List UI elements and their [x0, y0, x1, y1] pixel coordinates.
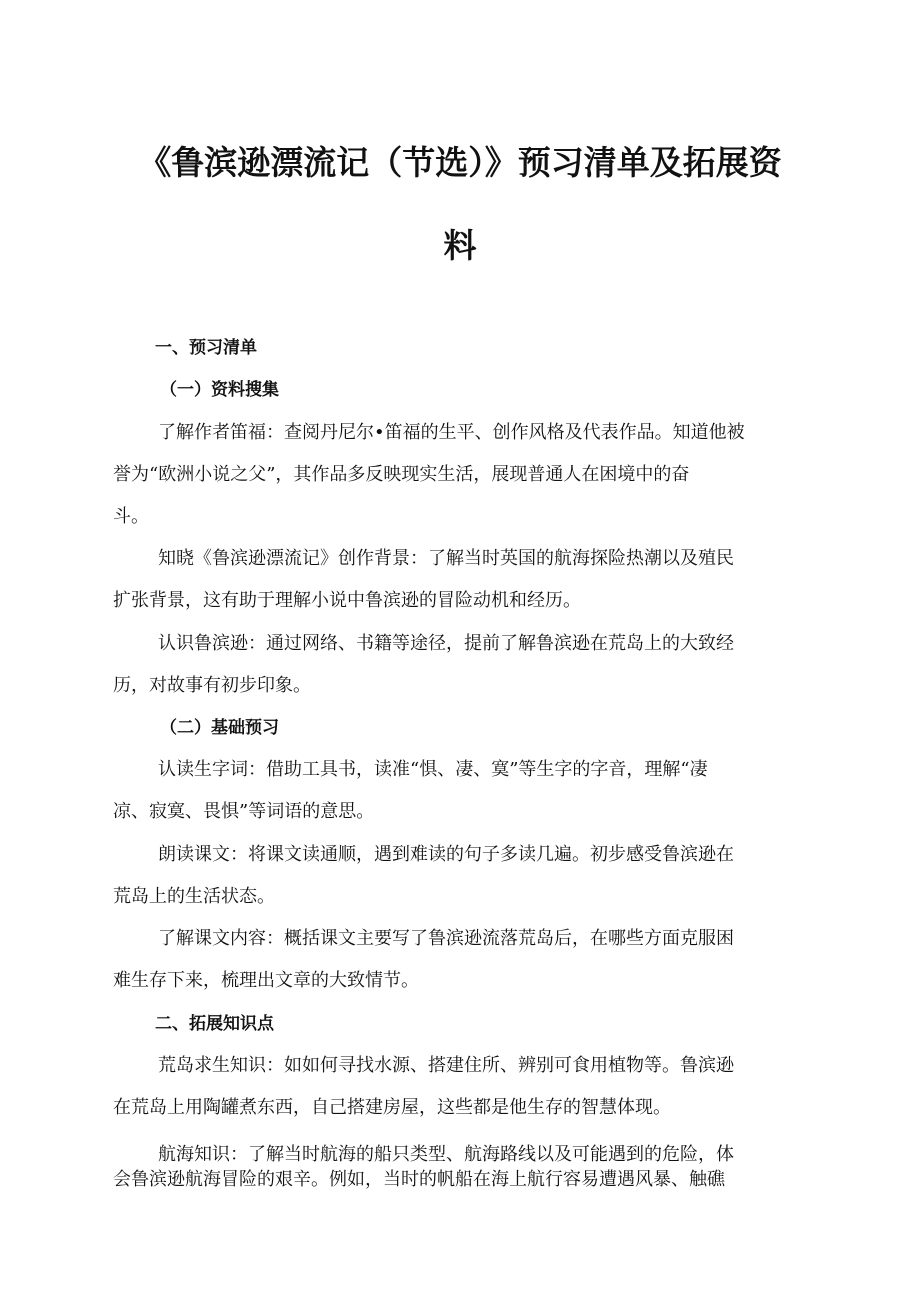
paragraph-line: 斗。 [113, 506, 149, 527]
document-title-line-1: 《鲁滨逊漂流记（节选）》预习清单及拓展资 [138, 143, 782, 182]
document-title-line-2: 料 [443, 226, 477, 265]
paragraph-line: 凉、寂寞、畏惧”等词语的意思。 [113, 801, 375, 822]
section-heading-preview-list: 一、预习清单 [155, 338, 257, 358]
paragraph-line: 在荒岛上用陶罐煮东西，自己搭建房屋，这些都是他生存的智慧体现。 [113, 1097, 671, 1118]
paragraph-line: 荒岛求生知识：如如何寻找水源、搭建住所、辨别可食用植物等。鲁滨逊 [158, 1055, 734, 1076]
paragraph-line: 誉为“欧洲小说之父”，其作品多反映现实生活，展现普通人在困境中的奋 [113, 464, 690, 485]
paragraph-line: 航海知识：了解当时航海的船只类型、航海路线以及可能遇到的危险，体 [158, 1144, 734, 1165]
subsection-heading-basic-preview: （二）基础预习 [160, 718, 279, 738]
paragraph-line: 朗读课文：将课文读通顺，遇到难读的句子多读几遍。初步感受鲁滨逊在 [158, 844, 734, 865]
paragraph-line: 会鲁滨逊航海冒险的艰辛。例如，当时的帆船在海上航行容易遭遇风暴、触礁 [113, 1169, 725, 1190]
section-heading-extended-knowledge: 二、拓展知识点 [155, 1014, 274, 1034]
paragraph-line: 了解课文内容：概括课文主要写了鲁滨逊流落荒岛后，在哪些方面克服困 [158, 928, 734, 949]
paragraph-line: 认识鲁滨逊：通过网络、书籍等途径，提前了解鲁滨逊在荒岛上的大致经 [158, 633, 734, 654]
paragraph-line: 荒岛上的生活状态。 [113, 886, 275, 907]
paragraph-line: 历，对故事有初步印象。 [113, 675, 311, 696]
paragraph-line: 难生存下来，梳理出文章的大致情节。 [113, 970, 419, 991]
subsection-heading-materials: （一）资料搜集 [160, 380, 279, 400]
paragraph-line: 了解作者笛福：查阅丹尼尔•笛福的生平、创作风格及代表作品。知道他被 [158, 422, 745, 443]
paragraph-line: 知晓《鲁滨逊漂流记》创作背景：了解当时英国的航海探险热潮以及殖民 [158, 548, 734, 569]
paragraph-line: 认读生字词：借助工具书，读准“惧、凄、寞”等生字的字音，理解“凄 [158, 759, 708, 780]
paragraph-line: 扩张背景，这有助于理解小说中鲁滨逊的冒险动机和经历。 [113, 590, 581, 611]
